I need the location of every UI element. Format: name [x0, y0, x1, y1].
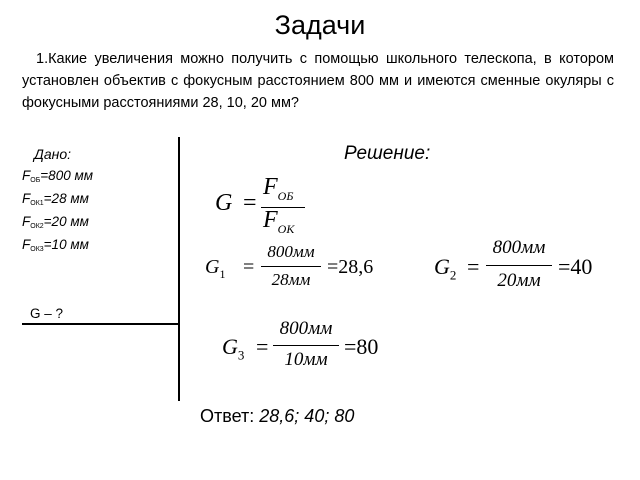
g3-symbol: G: [222, 334, 238, 359]
g2-denominator: 20мм: [497, 270, 541, 291]
g1-equals: =: [243, 256, 255, 278]
g2-fraction-bar: [486, 265, 552, 266]
given-subscript: ОК1: [30, 200, 44, 207]
given-symbol: F: [22, 191, 31, 206]
answer-value: 28,6; 40; 80: [254, 406, 355, 426]
given-value: =800 мм: [40, 168, 93, 183]
given-symbol: F: [22, 168, 31, 183]
g1-numerator: 800мм: [267, 242, 315, 261]
formula-num-subscript: ОБ: [277, 188, 294, 203]
given-value: =28 мм: [43, 191, 89, 206]
given-symbol: F: [22, 214, 31, 229]
g3-equals: =: [256, 334, 269, 359]
formula-equals: =: [243, 190, 257, 216]
given-heading: Дано:: [34, 146, 72, 162]
g2-result: =40: [558, 254, 593, 279]
g3-lhs: [222, 334, 244, 363]
given-subscript: ОК2: [30, 223, 44, 230]
g2-lhs: [434, 254, 456, 283]
answer-label: Ответ:: [200, 406, 255, 426]
g3-subscript: 3: [237, 347, 245, 363]
solution-heading: Решение:: [344, 143, 431, 164]
formula-num-symbol: F: [263, 174, 278, 200]
formula-den-subscript: ОК: [277, 221, 295, 236]
page-title: Задачи: [274, 10, 366, 40]
vertical-divider: [178, 137, 180, 401]
given-subscript: ОБ: [30, 177, 41, 184]
given-item: [22, 191, 89, 207]
g3-result: =80: [344, 334, 379, 359]
formula-den-symbol: F: [263, 207, 278, 233]
problem-text: 1.Какие увеличения можно получить с помощью школьного телескопа, в котором установлен объектив с фокусным расстоянием 800 мм и имеются сменные окуляры с фокусными расстояниями 28, 10, 20 мм?: [22, 51, 614, 111]
given-subscript: ОК3: [30, 246, 44, 253]
g1-denominator: 28мм: [271, 270, 311, 289]
find-quantity: G – ?: [30, 306, 64, 321]
given-value: =20 мм: [43, 214, 89, 229]
answer: [200, 406, 354, 427]
g1-result: =28,6: [327, 256, 374, 278]
given-item: [22, 168, 93, 184]
given-symbol: F: [22, 237, 31, 252]
g2-symbol: G: [434, 254, 450, 279]
g1-subscript: 1: [219, 267, 226, 281]
horizontal-divider: [22, 323, 179, 325]
g3-numerator: 800мм: [279, 318, 333, 339]
g3-fraction-bar: [273, 345, 339, 346]
formula-denominator: [263, 207, 294, 237]
formula-numerator: [263, 174, 293, 204]
problem-statement: [22, 48, 614, 114]
g1-fraction-bar: [261, 266, 321, 267]
g3-denominator: 10мм: [284, 349, 328, 370]
g1-symbol: G: [205, 256, 220, 278]
given-item: [22, 237, 89, 253]
g1-lhs: [205, 256, 225, 282]
g2-numerator: 800мм: [492, 237, 546, 258]
given-value: =10 мм: [43, 237, 89, 252]
g2-subscript: 2: [449, 267, 457, 283]
g2-equals: =: [467, 254, 480, 279]
given-item: [22, 214, 89, 230]
formula-lhs: G: [215, 190, 233, 216]
